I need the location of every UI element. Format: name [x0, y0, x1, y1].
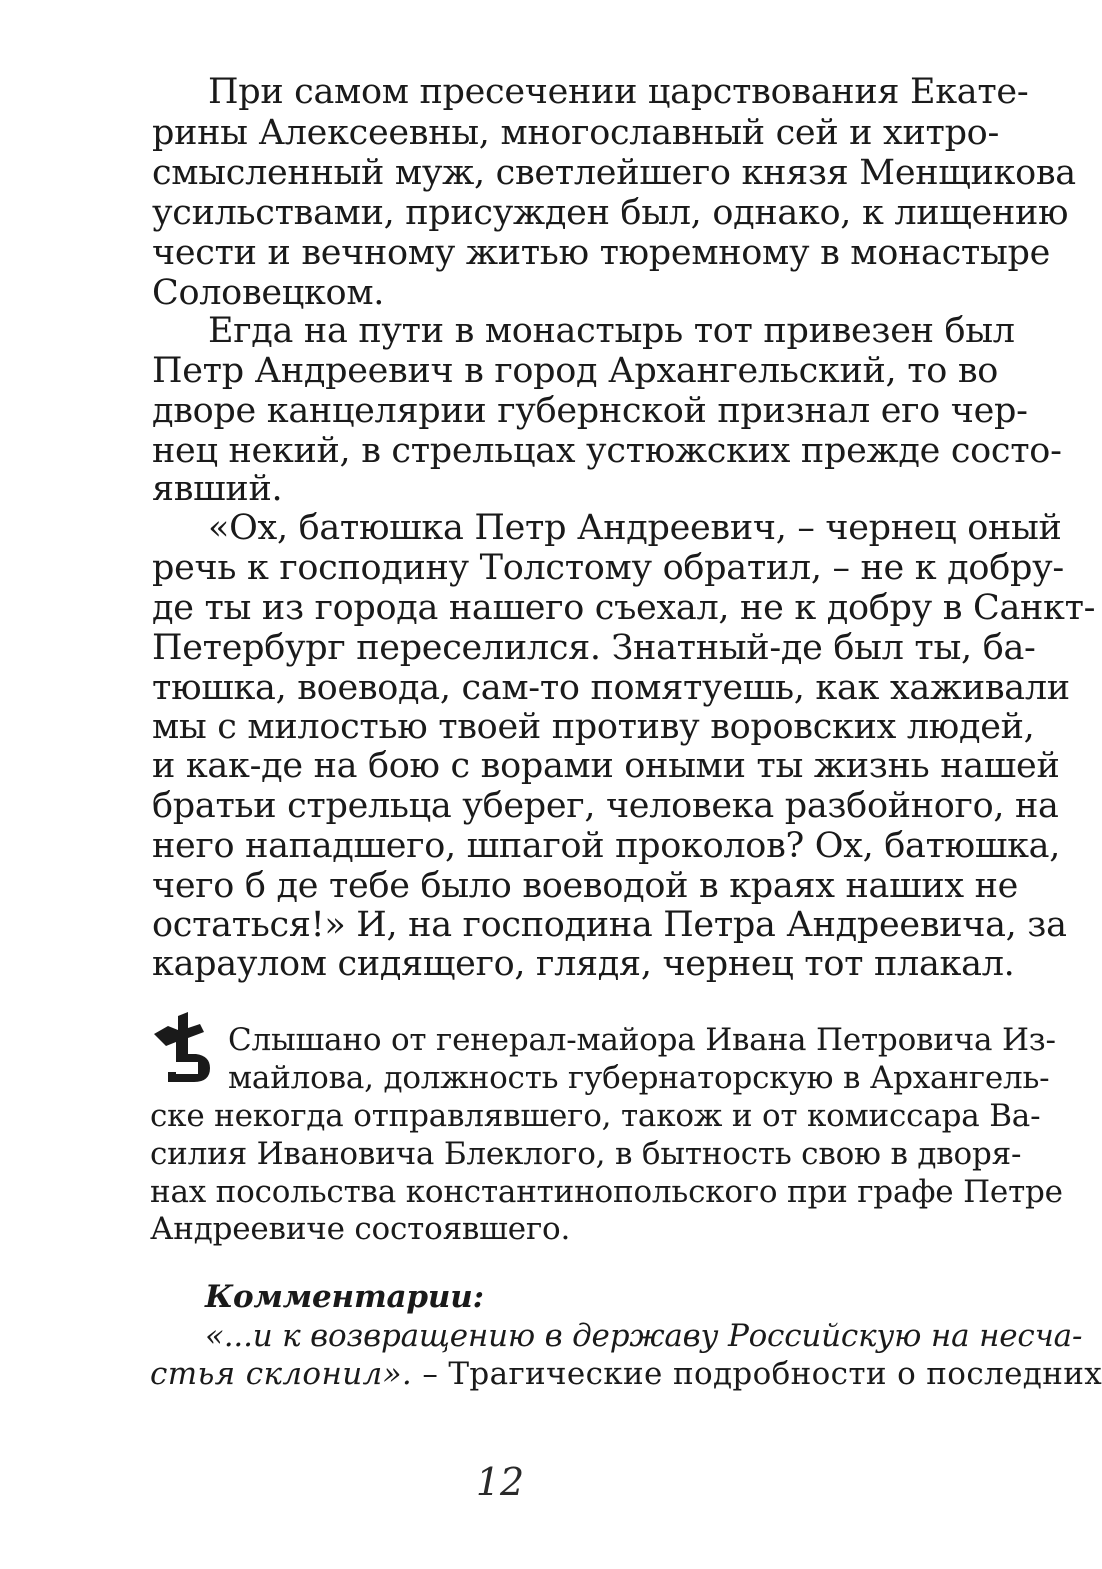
text-line: Петр Андреевич в город Архангельский, то во: [152, 351, 999, 391]
text-line: «Ох, батюшка Петр Андреевич, – чернец оный: [208, 508, 1062, 548]
text-line: «...и к возвращению в державу Российскую на несча-: [205, 1318, 1083, 1354]
text-line: ске некогда отправлявшего, також и от комиссара Ва-: [150, 1098, 1041, 1134]
text-line: дворе канцелярии губернской признал его чер-: [152, 391, 1028, 431]
text-line: него нападшего, шпагой проколов? Ох, батюшка,: [152, 826, 1061, 866]
text-line: чего б де тебе было воеводой в краях наших не: [152, 866, 1019, 906]
text-line: усильствами, присужден был, однако, к лищению: [152, 193, 1069, 233]
text-line: майлова, должность губернаторскую в Архангель-: [228, 1060, 1050, 1096]
text-line: караулом сидящего, глядя, чернец тот плакал.: [152, 944, 1015, 984]
text-line: тюшка, воевода, сам-то помятуешь, как хаживали: [152, 668, 1070, 708]
text-line: Соловецком.: [152, 273, 385, 313]
text-line: мы с милостью твоей противу воровских людей,: [152, 707, 1035, 747]
text-line: При самом пресечении царствования Екате-: [208, 72, 1029, 112]
text-line: рины Алексеевны, многославный сей и хитро-: [152, 113, 999, 153]
text-line: де ты из города нашего съехал, не к добру в Санкт-: [152, 588, 1096, 628]
text-line: и как-де на бою с ворами оными ты жизнь нашей: [152, 746, 1060, 786]
text-line: речь к господину Толстому обратил, – не к добру-: [152, 548, 1064, 588]
comment-text: – Трагические подробности о последних: [412, 1356, 1102, 1392]
text-line: смысленный муж, светлейшего князя Менщикова: [152, 153, 1076, 193]
comment-quote: стья склонил».: [150, 1356, 413, 1392]
text-line: Егда на пути в монастырь тот привезен был: [208, 311, 1015, 351]
text-line: Петербург переселился. Знатный-де был ты, ба-: [152, 628, 1036, 668]
text-line: братьи стрельца уберег, человека разбойного, на: [152, 786, 1059, 826]
text-line: чести и вечному житью тюремному в монастыре: [152, 233, 1051, 273]
text-line: нах посольства константинопольского при графе Петре: [150, 1174, 1063, 1210]
text-line: Андреевиче состоявшего.: [150, 1211, 571, 1247]
text-line: силия Ивановича Блеклого, в бытность свою в дворя-: [150, 1136, 1022, 1172]
text-line: [150, 1354, 1102, 1394]
comments-heading: Комментарии:: [205, 1279, 484, 1315]
text-line: явший.: [152, 469, 283, 509]
yat-sign-icon: [148, 1010, 214, 1084]
text-line: остаться!» И, на господина Петра Андреевича, за: [152, 905, 1067, 945]
text-line: Слышано от генерал-майора Ивана Петровича Из-: [228, 1022, 1056, 1058]
text-line: нец некий, в стрельцах устюжских прежде состо-: [152, 431, 1062, 471]
page-number: 12: [475, 1460, 525, 1504]
